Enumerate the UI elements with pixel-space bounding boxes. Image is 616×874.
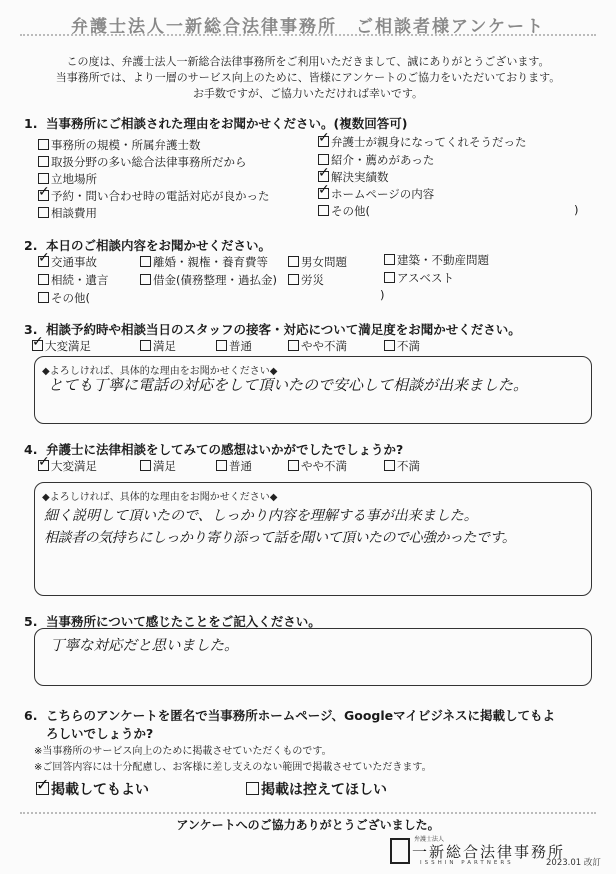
page-title: 弁護士法人一新総合法律事務所 ご相談者様アンケート — [71, 17, 545, 37]
q2-other-close: ) — [380, 288, 385, 302]
question-3-text: 相談予約時や相談当日のスタッフの接客・対応について満足度をお聞かせください。 — [46, 322, 521, 337]
checkbox[interactable] — [38, 292, 49, 303]
q1-option-10[interactable] — [318, 203, 370, 219]
q4-scale-label: 大変満足 — [51, 459, 97, 473]
checkbox[interactable] — [38, 250, 50, 267]
checkbox[interactable] — [216, 460, 227, 471]
q1-option-label: 弁護士が親身になってくれそうだった — [331, 135, 527, 149]
question-2-number: 2. — [24, 238, 38, 253]
checkmark-icon: ✓ — [38, 454, 50, 470]
q3-hint: ◆よろしければ、具体的な理由をお聞かせください◆ — [42, 366, 278, 377]
intro-line-1: この度は、弁護士法人一新総合法律事務所をご利用いただきまして、誠にありがとうございます。 — [66, 55, 550, 68]
q2-option-5[interactable] — [38, 272, 109, 288]
q2-option-label: 建築・不動産問題 — [397, 253, 489, 267]
checkbox[interactable] — [288, 274, 299, 285]
q3-scale-label: 満足 — [153, 339, 176, 353]
q6-option-label: 掲載してもよい — [51, 782, 149, 798]
checkmark-icon: ✓ — [36, 775, 50, 794]
intro-line-2: 当事務所では、より一層のサービス向上のために、皆様にアンケートのご協力をいただいております。 — [55, 71, 561, 84]
q2-option-8[interactable] — [384, 270, 454, 286]
q4-scale-label: 普通 — [229, 459, 252, 473]
question-4 — [24, 440, 403, 458]
q6-option-2[interactable] — [246, 779, 387, 799]
q1-option-1[interactable] — [38, 137, 201, 153]
checkbox[interactable] — [38, 207, 49, 218]
q1-option-label: 事務所の規模・所属弁護士数 — [51, 138, 201, 152]
intro-line-3: お手数ですが、ご協力いただければ幸いです。 — [192, 87, 424, 100]
checkbox[interactable] — [32, 334, 44, 351]
question-5-text: 当事務所について感じたことをご記入ください。 — [46, 614, 321, 629]
q3-scale-1[interactable] — [32, 334, 91, 354]
firm-type-label: 弁護士法人 — [414, 836, 445, 843]
q4-scale-5[interactable] — [384, 458, 420, 474]
q2-option-label: 男女問題 — [301, 255, 347, 269]
q6-note-1: ※当事務所のサービス向上のために掲載させていただくものです。 — [34, 746, 332, 757]
q1-option-label: 紹介・薦めがあった — [331, 153, 435, 167]
checkbox[interactable] — [318, 154, 329, 165]
q2-option-label: 労災 — [301, 273, 324, 287]
checkmark-icon: ✓ — [32, 334, 44, 350]
q3-scale-label: 不満 — [397, 339, 420, 353]
question-6-text-cont: ろしいでしょうか? — [46, 726, 154, 741]
checkbox[interactable] — [140, 340, 151, 351]
checkmark-icon: ✓ — [38, 250, 50, 266]
q4-scale-2[interactable] — [140, 458, 176, 474]
q1-option-6[interactable] — [318, 130, 527, 150]
question-1-number: 1. — [24, 116, 38, 131]
revision-label: 2023.01 改訂 — [546, 858, 601, 868]
q4-hint: ◆よろしければ、具体的な理由をお聞かせください◆ — [42, 492, 278, 503]
q2-option-label: 交通事故 — [51, 255, 97, 269]
q2-option-9[interactable] — [38, 290, 90, 306]
q1-option-7[interactable] — [318, 152, 434, 168]
q1-option-label: 立地場所 — [51, 172, 97, 186]
question-4-number: 4. — [24, 442, 38, 457]
question-1-text: 当事務所にご相談された理由をお聞かせください。(複数回答可) — [46, 116, 408, 131]
firm-name: 一新総合法律事務所 — [412, 843, 566, 861]
q1-option-9[interactable] — [318, 182, 435, 202]
checkbox[interactable] — [288, 340, 299, 351]
checkbox[interactable] — [384, 460, 395, 471]
q3-scale-3[interactable] — [216, 338, 252, 354]
checkbox[interactable] — [140, 274, 151, 285]
checkbox[interactable] — [384, 272, 395, 283]
q1-option-2[interactable] — [38, 154, 247, 170]
q3-scale-label: 普通 — [229, 339, 252, 353]
question-3-number: 3. — [24, 322, 38, 337]
q2-option-3[interactable] — [288, 254, 347, 270]
question-6 — [24, 706, 555, 724]
q1-option-label: 解決実績数 — [331, 170, 389, 184]
q1-option-label: ホームページの内容 — [331, 187, 435, 201]
q2-option-label: アスベスト — [397, 271, 455, 285]
q1-option-label: 相談費用 — [51, 206, 97, 220]
checkbox[interactable] — [38, 173, 49, 184]
firm-english-name: ISSHIN PARTNERS — [420, 860, 514, 866]
q2-option-1[interactable] — [38, 250, 97, 270]
q4-scale-1[interactable] — [38, 454, 97, 474]
checkbox[interactable] — [384, 340, 395, 351]
q3-answer-text: とても丁寧に電話の対応をして頂いたので安心して相談が出来ました。 — [48, 376, 529, 394]
checkbox[interactable] — [38, 184, 50, 201]
q2-option-4[interactable] — [384, 252, 489, 268]
question-4-text: 弁護士に法律相談をしてみての感想はいかがでしたでしょうか? — [46, 442, 404, 457]
question-6-text: こちらのアンケートを匿名で当事務所ホームページ、Googleマイビジネスに掲載してもよ — [46, 708, 556, 723]
checkbox[interactable] — [140, 256, 151, 267]
checkbox[interactable] — [318, 165, 330, 182]
q4-answer-line-2: 相談者の気持ちにしっかり寄り添って話を聞いて頂いたので心強かったです。 — [44, 530, 516, 546]
q4-scale-label: 満足 — [153, 459, 176, 473]
q3-scale-5[interactable] — [384, 338, 420, 354]
q4-scale-label: やや不満 — [301, 459, 347, 473]
q1-option-label: その他( — [331, 204, 370, 218]
q3-scale-2[interactable] — [140, 338, 176, 354]
checkbox[interactable] — [140, 460, 151, 471]
q2-option-label: 借金(債務整理・過払金) — [153, 273, 277, 287]
q4-scale-4[interactable] — [288, 458, 347, 474]
q4-scale-3[interactable] — [216, 458, 252, 474]
checkbox[interactable] — [384, 254, 395, 265]
q5-answer-text: 丁寧な対応だと思いました。 — [50, 638, 239, 654]
q1-other-close: ) — [574, 203, 579, 217]
q3-scale-label: やや不満 — [301, 339, 347, 353]
checkbox[interactable] — [38, 274, 49, 285]
q1-option-label: 取扱分野の多い総合法律事務所だから — [51, 155, 247, 169]
checkbox[interactable] — [288, 460, 299, 471]
question-2-text: 本日のご相談内容をお聞かせください。 — [46, 238, 272, 253]
question-3 — [24, 320, 521, 338]
checkbox[interactable] — [318, 130, 330, 147]
checkbox[interactable] — [36, 775, 50, 795]
footer-divider — [20, 812, 596, 814]
q2-option-7[interactable] — [288, 272, 324, 288]
q2-option-2[interactable] — [140, 254, 268, 270]
q6-note-2: ※ご回答内容には十分配慮し、お客様に差し支えのない範囲で掲載させていただきます。 — [34, 762, 432, 773]
q3-scale-4[interactable] — [288, 338, 347, 354]
q2-option-label: その他( — [51, 291, 90, 305]
q4-scale-label: 不満 — [397, 459, 420, 473]
q1-option-5[interactable] — [38, 205, 97, 221]
title-divider — [20, 34, 596, 40]
firm-logo-icon — [390, 838, 410, 864]
thanks-text: アンケートへのご協力ありがとうございました。 — [176, 818, 440, 832]
q2-option-label: 相続・遺言 — [51, 273, 109, 287]
q1-option-label: 予約・問い合わせ時の電話対応が良かった — [51, 189, 270, 203]
checkbox[interactable] — [216, 340, 227, 351]
checkbox[interactable] — [38, 156, 49, 167]
q2-option-6[interactable] — [140, 272, 277, 288]
question-5-number: 5. — [24, 614, 38, 629]
question-6-number: 6. — [24, 708, 38, 723]
checkbox[interactable] — [318, 182, 330, 199]
q6-option-label: 掲載は控えてほしい — [261, 782, 387, 798]
checkbox[interactable] — [246, 782, 259, 795]
checkbox[interactable] — [38, 454, 50, 471]
checkbox[interactable] — [318, 205, 329, 216]
q2-option-label: 離婚・親権・養育費等 — [153, 255, 268, 269]
checkmark-icon: ✓ — [318, 182, 330, 198]
q6-option-1[interactable] — [36, 775, 149, 799]
checkbox[interactable] — [38, 139, 49, 150]
question-1 — [24, 114, 407, 132]
q4-answer-line-1: 細く説明して頂いたので、しっかり内容を理解する事が出来ました。 — [44, 508, 478, 524]
question-2 — [24, 236, 271, 254]
checkmark-icon: ✓ — [318, 130, 330, 146]
q1-option-4[interactable] — [38, 184, 270, 204]
q3-scale-label: 大変満足 — [45, 339, 91, 353]
checkmark-icon: ✓ — [318, 165, 330, 181]
checkbox[interactable] — [288, 256, 299, 267]
checkmark-icon: ✓ — [38, 184, 50, 200]
